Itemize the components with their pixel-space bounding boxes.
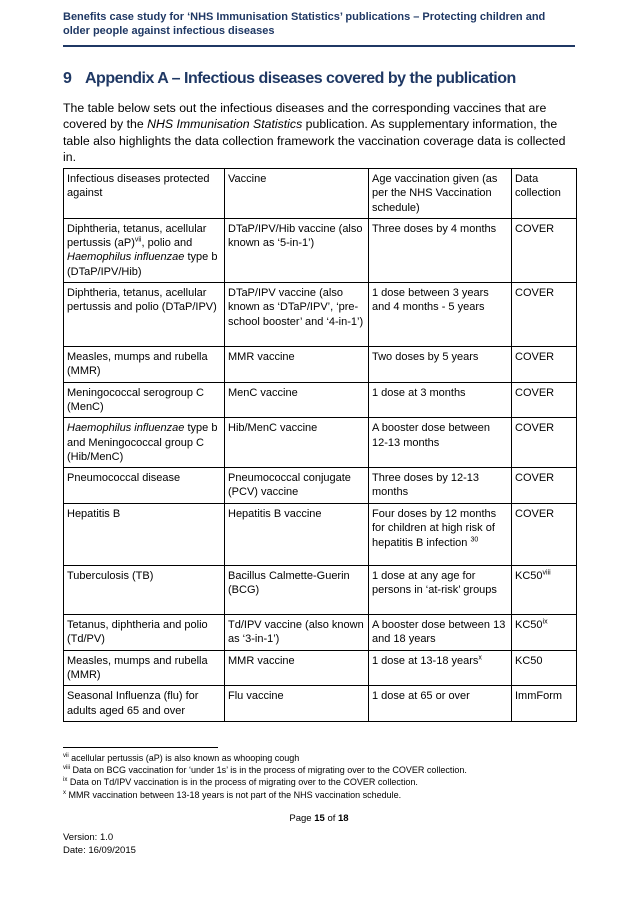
collection-cell: COVER — [512, 382, 577, 418]
age-cell: 1 dose at any age for persons in ‘at-risk’ groups — [369, 566, 512, 615]
collection-cell: COVER — [512, 218, 577, 282]
disease-cell: Tuberculosis (TB) — [64, 566, 225, 615]
page-number: Page 15 of 18 — [289, 813, 349, 824]
vaccine-cell: Hib/MenC vaccine — [225, 418, 369, 468]
footnotes — [63, 752, 583, 801]
collection-cell: KC50$^{ix}$ — [512, 615, 577, 651]
footnote-ref: ix — [542, 618, 548, 626]
age-cell: 1 dose at 13-18 years$^x$ — [369, 650, 512, 686]
collection-cell: COVER — [512, 347, 577, 383]
age-cell: 1 dose at 65 or over — [369, 686, 512, 722]
header-diseases: Infectious diseases protected against — [64, 169, 225, 219]
table-row — [64, 504, 577, 566]
table-row — [64, 686, 577, 722]
table-row — [64, 347, 577, 383]
footnote: $^{ix}$ Data on Td/IPV vaccination is in the process of migrating over to the COVER collection. — [63, 777, 418, 788]
section-heading — [63, 70, 516, 88]
collection-cell: COVER — [512, 418, 577, 468]
running-header: Benefits case study for ‘NHS Immunisation Statistics’ publications – Protecting children and older people against infectious diseases — [63, 11, 546, 37]
document-meta — [63, 831, 136, 857]
disease-cell: Haemophilus influenzae type b and Meningococcal group C (Hib/MenC) — [64, 418, 225, 468]
footnote: $^{viii}$ Data on BCG vaccination for ‘under 1s’ is in the process of migrating over to the COVER collection. — [63, 765, 467, 776]
footnote-ref: 30 — [470, 536, 479, 544]
collection-cell: KC50 — [512, 650, 577, 686]
disease-cell: Hepatitis B — [64, 504, 225, 566]
vaccine-cell: MMR vaccine — [225, 347, 369, 383]
age-cell: A booster dose between 13 and 18 years — [369, 615, 512, 651]
header-vaccine: Vaccine — [225, 169, 369, 219]
footnote-ref: vii — [134, 236, 142, 244]
footnote: $^x$ MMR vaccination between 13-18 years is not part of the NHS vaccination schedule. — [63, 789, 402, 800]
disease-cell: Tetanus, diphtheria and polio (Td/PV) — [64, 615, 225, 651]
vaccine-cell: Hepatitis B vaccine — [225, 504, 369, 566]
collection-cell: COVER — [512, 283, 577, 347]
header-age: Age vaccination given (as per the NHS Vaccination schedule) — [369, 169, 512, 219]
disease-cell: Measles, mumps and rubella (MMR) — [64, 347, 225, 383]
age-cell: A booster dose between 12-13 months — [369, 418, 512, 468]
header-collection: Data collection — [512, 169, 577, 219]
table-header-row — [64, 169, 577, 219]
vaccine-cell: Bacillus Calmette-Guerin (BCG) — [225, 566, 369, 615]
disease-cell: Seasonal Influenza (flu) for adults aged 65 and over — [64, 686, 225, 722]
vaccine-cell: Td/IPV vaccine (also known as ‘3-in-1’) — [225, 615, 369, 651]
table-row — [64, 468, 577, 504]
vaccine-cell: MMR vaccine — [225, 650, 369, 686]
age-cell: Four doses by 12 months for children at high risk of hepatitis B infection $^{30}$ — [369, 504, 512, 566]
footnote-ref: x — [478, 654, 482, 662]
intro-text-1: The table below sets out the infectious diseases and the corresponding vaccines that are covered by the — [63, 101, 547, 132]
footnote-divider — [63, 747, 218, 748]
footnote: $^{vii}$ acellular pertussis (aP) is also known as whooping cough — [63, 753, 300, 763]
disease-cell: Diphtheria, tetanus, acellular pertussis and polio (DTaP/IPV) — [64, 283, 225, 347]
footnote-ref: viii — [542, 569, 551, 577]
intro-publication-name: NHS Immunisation Statistics — [147, 117, 303, 132]
diseases-table — [63, 168, 577, 722]
intro-paragraph — [63, 100, 578, 165]
collection-cell: KC50$^{viii}$ — [512, 566, 577, 615]
version-label: Version: 1.0 — [63, 832, 114, 843]
table-row — [64, 283, 577, 347]
section-number: 9 — [63, 70, 72, 87]
age-cell: Two doses by 5 years — [369, 347, 512, 383]
vaccine-cell: Flu vaccine — [225, 686, 369, 722]
vaccine-cell: DTaP/IPV vaccine (also known as ‘DTaP/IPV’, ‘pre-school booster’ and ‘4-in-1’) — [225, 283, 369, 347]
table-row — [64, 650, 577, 686]
disease-cell: Measles, mumps and rubella (MMR) — [64, 650, 225, 686]
table-row — [64, 566, 577, 615]
disease-cell: Pneumococcal disease — [64, 468, 225, 504]
vaccine-cell: DTaP/IPV/Hib vaccine (also known as ‘5-in-1’) — [225, 218, 369, 282]
header-divider — [63, 45, 575, 47]
table-row — [64, 418, 577, 468]
disease-cell: Diphtheria, tetanus, acellular pertussis (aP)$^{vii}$, polio and Haemophilus influenzae type b (DTaP/IPV/Hib) — [64, 218, 225, 282]
intro-text-2: publication. As supplementary information, the table also highlights the data collection framework the vaccination coverage data is collected in. — [63, 117, 566, 164]
collection-cell: COVER — [512, 504, 577, 566]
vaccine-cell: MenC vaccine — [225, 382, 369, 418]
collection-cell: ImmForm — [512, 686, 577, 722]
age-cell: 1 dose between 3 years and 4 months - 5 years — [369, 283, 512, 347]
date-label: Date: 16/09/2015 — [63, 845, 136, 856]
disease-cell: Meningococcal serogroup C (MenC) — [64, 382, 225, 418]
table-row — [64, 218, 577, 282]
vaccine-cell: Pneumococcal conjugate (PCV) vaccine — [225, 468, 369, 504]
section-title: Appendix A – Infectious diseases covered by the publication — [85, 70, 516, 87]
table-row — [64, 615, 577, 651]
collection-cell: COVER — [512, 468, 577, 504]
table-row — [64, 382, 577, 418]
age-cell: Three doses by 4 months — [369, 218, 512, 282]
age-cell: Three doses by 12-13 months — [369, 468, 512, 504]
age-cell: 1 dose at 3 months — [369, 382, 512, 418]
